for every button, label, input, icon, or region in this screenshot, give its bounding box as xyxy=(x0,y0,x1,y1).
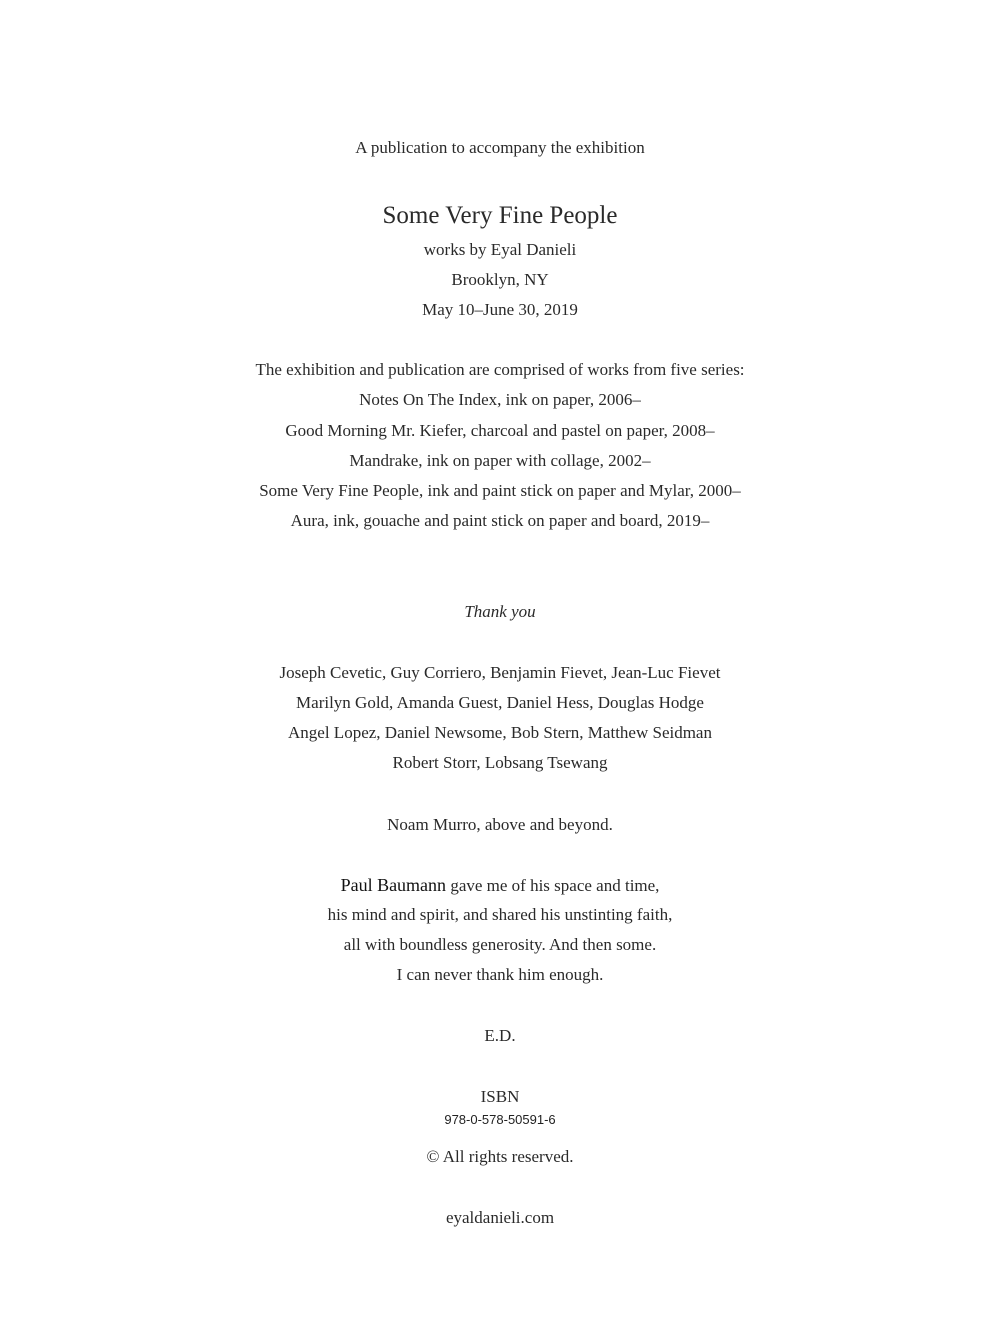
website-link[interactable]: eyaldanieli.com xyxy=(445,1208,555,1227)
series-item: Good Morning Mr. Kiefer, charcoal and pastel on paper, 2008– xyxy=(285,421,715,440)
series-item: Mandrake, ink on paper with collage, 2002– xyxy=(349,451,651,470)
isbn-number: 978-0-578-50591-6 xyxy=(444,1112,556,1127)
series-item: Some Very Fine People, ink and paint stick on paper and Mylar, 2000– xyxy=(259,481,741,500)
series-intro: The exhibition and publication are comprised of works from five series: xyxy=(255,360,745,379)
signature: E.D. xyxy=(484,1026,516,1045)
dedication-name: Paul Baumann xyxy=(340,875,447,895)
thanks-names-line: Marilyn Gold, Amanda Guest, Daniel Hess, Douglas Hodge xyxy=(296,693,704,712)
thanks-names-line: Robert Storr, Lobsang Tsewang xyxy=(392,753,608,772)
dedication-line-2: his mind and spirit, and shared his unstinting faith, xyxy=(327,905,673,924)
series-item: Notes On The Index, ink on paper, 2006– xyxy=(359,390,641,409)
isbn-label: ISBN xyxy=(480,1087,520,1106)
rights-text: © All rights reserved. xyxy=(426,1147,574,1166)
exhibition-title: Some Very Fine People xyxy=(382,202,618,229)
exhibition-subtitle: works by Eyal Danieli xyxy=(423,240,577,259)
dedication-line-1-rest: gave me of his space and time, xyxy=(446,876,660,895)
exhibition-location: Brooklyn, NY xyxy=(451,270,549,289)
dedication-line-1 xyxy=(0,874,1000,897)
thanks-names-line: Angel Lopez, Daniel Newsome, Bob Stern, Matthew Seidman xyxy=(288,723,712,742)
thanks-heading: Thank you xyxy=(464,602,536,621)
intro-text: A publication to accompany the exhibition xyxy=(355,138,645,157)
dedication-line-4: I can never thank him enough. xyxy=(396,965,604,984)
exhibition-dates: May 10–June 30, 2019 xyxy=(422,300,578,319)
series-item: Aura, ink, gouache and paint stick on paper and board, 2019– xyxy=(290,511,710,530)
special-thanks: Noam Murro, above and beyond. xyxy=(387,815,613,834)
dedication-line-3: all with boundless generosity. And then some. xyxy=(343,935,657,954)
thanks-names-line: Joseph Cevetic, Guy Corriero, Benjamin Fievet, Jean-Luc Fievet xyxy=(279,663,721,682)
